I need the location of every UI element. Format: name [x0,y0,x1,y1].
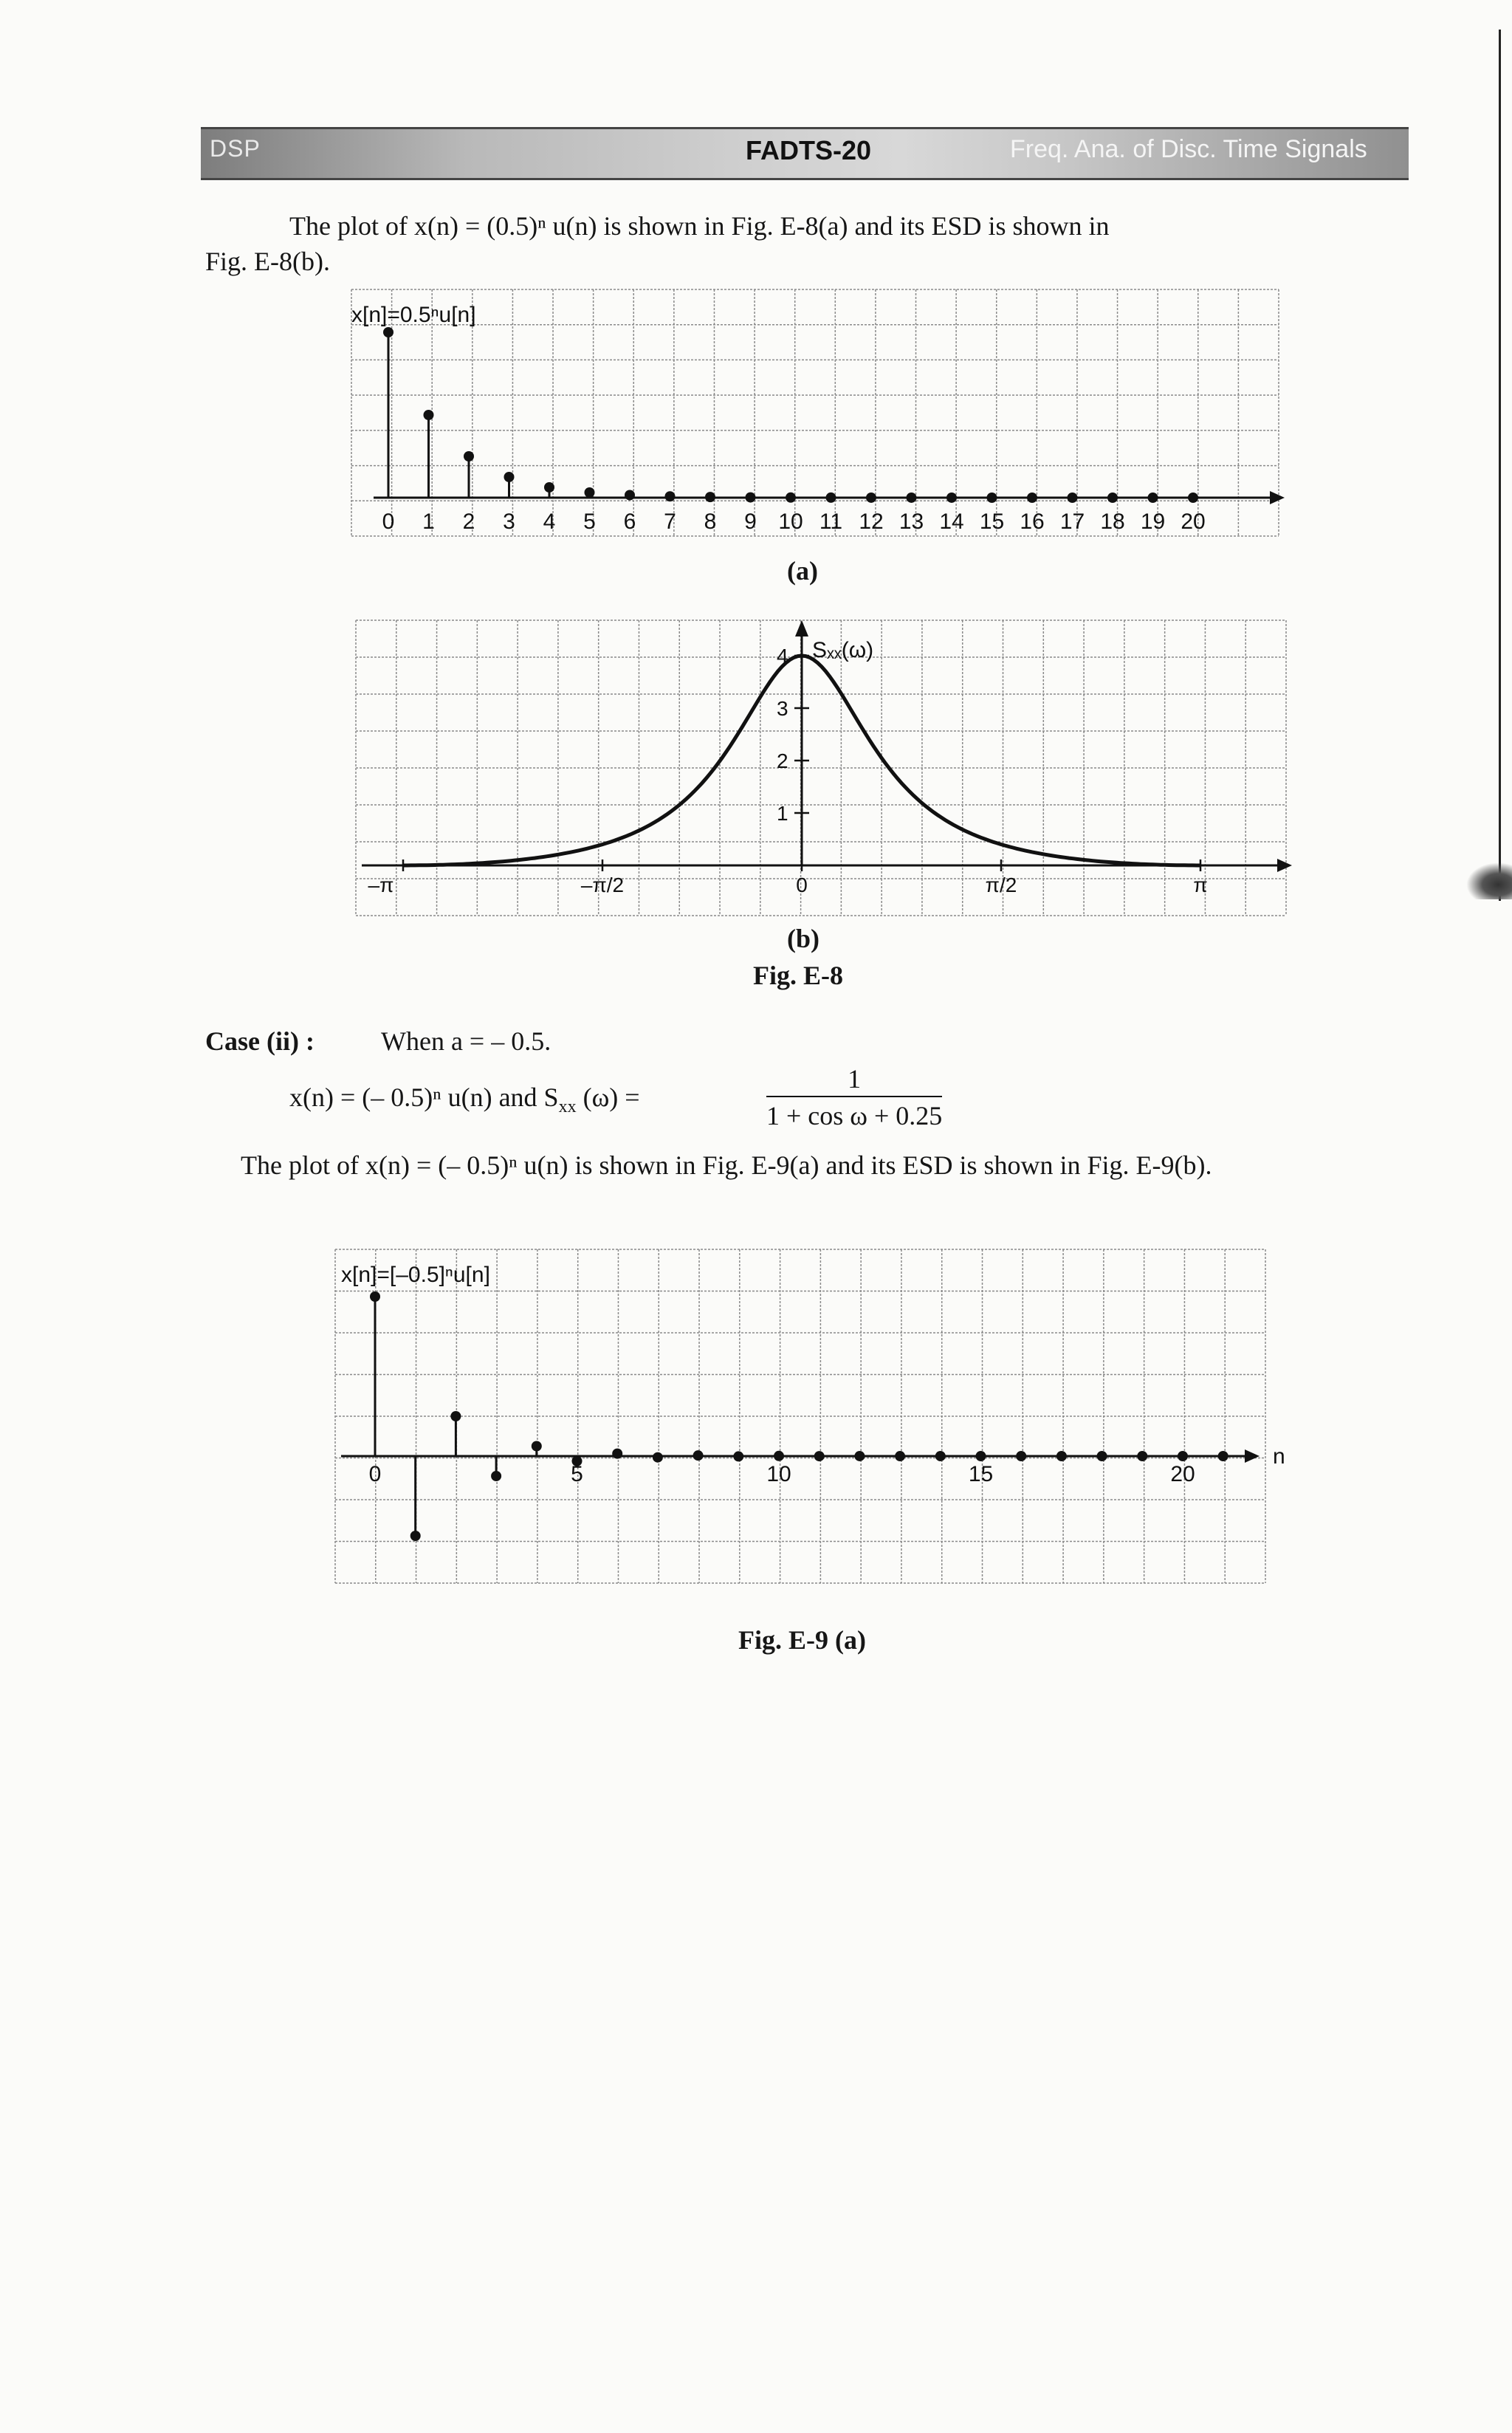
stem-point [907,493,917,503]
x-tick-label: 17 [1059,509,1085,534]
x-tick-label: 10 [778,509,803,534]
x-tick-label: 12 [859,509,884,534]
stem-point [1137,1451,1147,1461]
stem-point [653,1452,663,1463]
equation-subscript: xx [558,1097,577,1117]
y-tick-label: 3 [777,697,788,720]
stem-point [854,1451,865,1461]
stem-point [1218,1451,1228,1461]
stem-point [746,493,756,503]
stem-point [1068,493,1078,503]
x-tick-label: –π [368,874,394,896]
x-tick-label: 1 [422,509,435,534]
stem-point [895,1451,905,1461]
stem-point [532,1441,542,1452]
x-tick-label: 11 [819,509,843,534]
x-tick-label: 0 [382,509,395,534]
y-axis-arrow [795,620,808,636]
fig8-caption: Fig. E-8 [753,961,843,990]
stem-point [1148,493,1158,503]
case2-equation [289,1081,640,1123]
y-tick-label: 1 [777,802,788,825]
chart-fig9a [331,1245,1298,1592]
esd-fraction [766,1063,942,1131]
header-left-text: DSP [210,135,261,162]
scan-margin-rule [1499,30,1501,901]
x-tick-label: 2 [462,509,475,534]
case2-label: Case (ii) : [205,1026,315,1056]
chart-fig8a [340,285,1292,543]
stem-point [450,1411,461,1421]
stem-point [814,1451,825,1461]
running-header [201,127,1409,180]
stem-point [1027,493,1037,503]
x-tick-label: 0 [796,874,808,896]
x-tick-label: 6 [623,509,636,534]
x-tick-label: 7 [664,509,676,534]
stem-point [866,493,876,503]
stem-point [1178,1451,1188,1461]
x-tick-label: 15 [979,509,1005,534]
stem-point [946,493,957,503]
stem-point [1107,493,1118,503]
para1-line2: Fig. E-8(b). [205,247,330,276]
chart-title: x[n]=[–0.5]ⁿu[n] [341,1263,490,1287]
fig9a-caption: Fig. E-9 (a) [738,1625,866,1655]
stem-point [464,451,474,461]
stem-point [987,493,997,503]
x-tick-label: 9 [744,509,757,534]
y-axis-label: Sₓₓ(ω) [812,638,874,662]
equation-left: x(n) = (– 0.5)ⁿ u(n) and S [289,1082,559,1112]
chart-fig8b [347,614,1299,924]
case2-when: When a = – 0.5. [381,1026,551,1056]
stem-point [612,1449,622,1459]
x-tick-label: –π/2 [580,874,625,896]
x-tick-label: 18 [1100,509,1125,534]
x-tick-label: 15 [968,1462,994,1486]
x-tick-label: 4 [543,509,556,534]
x-tick-label: 10 [766,1462,791,1486]
stem-point [786,493,796,503]
chart-grid [351,289,1279,536]
fraction-denominator: 1 + cos ω + 0.25 [766,1101,943,1130]
x-tick-label: π [1193,874,1208,896]
x-axis-arrow [1245,1449,1260,1463]
x-tick-label: 13 [898,509,924,534]
chart-title: x[n]=0.5ⁿu[n] [351,303,476,327]
x-axis-arrow [1270,491,1285,504]
stem-point [424,410,434,420]
stem-point [693,1450,704,1461]
para1-line1: The plot of x(n) = (0.5)ⁿ u(n) is shown in Fig. E-8(a) and its ESD is shown in [289,211,1110,241]
stem-point [1188,493,1198,503]
equation-mid: (ω) = [583,1082,640,1112]
x-tick-label: 16 [1020,509,1045,534]
stem-point [383,327,394,337]
stem-point [504,472,515,482]
x-tick-label: 20 [1170,1462,1195,1486]
y-tick-label: 2 [777,749,788,772]
x-tick-label: 5 [571,1462,583,1486]
stem-point [370,1291,380,1302]
x-tick-label: π/2 [985,874,1017,896]
stem-point [665,491,676,501]
stem-point [625,490,635,501]
stem-point [585,487,595,498]
x-tick-label: 19 [1140,509,1166,534]
stem-point [544,482,554,493]
x-tick-label: 0 [368,1462,382,1486]
fraction-numerator: 1 [766,1063,942,1097]
stem-point [774,1451,784,1461]
chart-grid [335,1249,1265,1583]
scan-margin-mark [1466,862,1512,899]
stem-point [705,492,715,502]
x-axis-arrow [1277,859,1292,872]
x-tick-label: 3 [503,509,515,534]
stem-point [733,1451,743,1461]
fig8a-caption: (a) [787,556,818,586]
x-tick-label: 14 [939,509,964,534]
stem-point [935,1451,946,1461]
x-axis-label: n [1273,1444,1285,1469]
x-tick-label: 20 [1181,509,1206,534]
fig8b-caption: (b) [787,924,819,953]
stem-point [491,1471,501,1481]
stem-point [826,493,836,503]
x-tick-label: 5 [583,509,596,534]
header-page-title: FADTS-20 [746,135,872,165]
stem-point [410,1531,421,1541]
para2: The plot of x(n) = (– 0.5)ⁿ u(n) is shown in Fig. E-9(a) and its ESD is shown in Fig. E-9(b). [241,1150,1212,1180]
stem-point [1056,1451,1067,1461]
stem-point [1016,1451,1026,1461]
header-section-title: Freq. Ana. of Disc. Time Signals [1010,135,1367,163]
x-tick-label: 8 [704,509,717,534]
stem-point [976,1451,986,1461]
y-tick-label: 4 [777,645,788,668]
stem-point [1097,1451,1107,1461]
